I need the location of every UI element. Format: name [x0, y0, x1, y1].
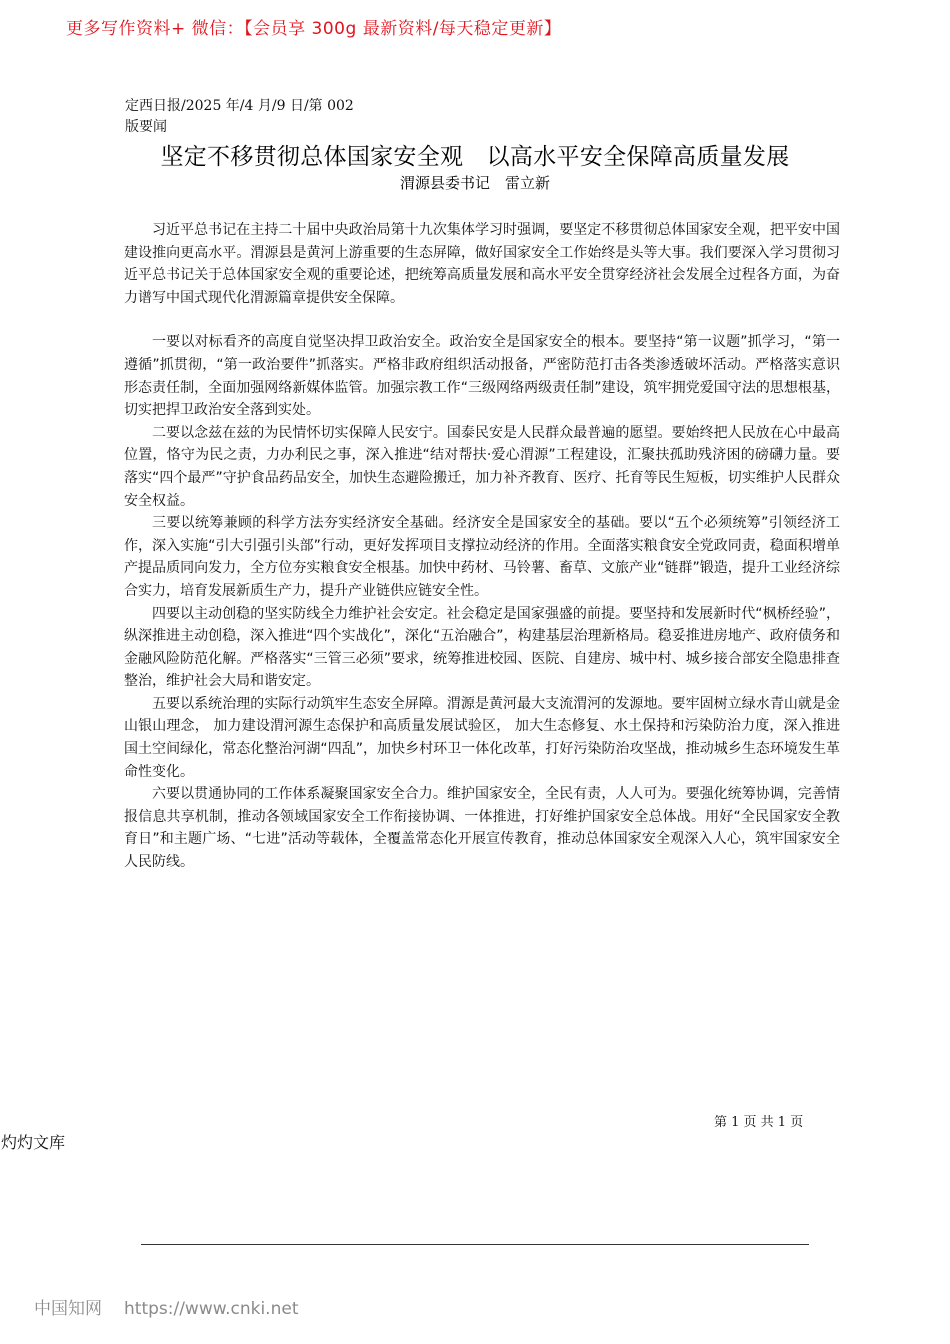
page-number: 第 1 页 共 1 页 [714, 1115, 804, 1130]
source-name: 中国知网 [34, 1299, 102, 1319]
footer-source [34, 1294, 298, 1319]
source-line: 定西日报/2025 年/4 月/9 日/第 002 [125, 98, 354, 114]
library-watermark: 灼灼文库 [1, 1133, 66, 1152]
section-label: 版要闻 [125, 119, 167, 135]
source-url[interactable]: https://www.cnki.net [124, 1299, 299, 1319]
paragraph: 二要以念兹在兹的为民情怀切实保障人民安宁。国泰民安是人民群众最普遍的愿望。要始终把人民放在心中最高位置，恪守为民之责，力办利民之事，深入推进“结对帮扶·爱心渭源”工程建设，汇聚扶孤助残济困的磅礴力量。要落实“四个最严”守护食品药品安全，加快生态避险搬迁，加力补齐教育、医疗、托育等民生短板，切实维护人民群众安全权益。 [124, 424, 840, 509]
article-title: 坚定不移贯彻总体国家安全观 以高水平安全保障高质量发展 [160, 144, 790, 170]
article-byline: 渭源县委书记 雷立新 [399, 174, 550, 192]
article-body [124, 219, 840, 874]
paragraph: 六要以贯通协同的工作体系凝聚国家安全合力。维护国家安全，全民有责，人人可为。要强化统筹协调，完善情报信息共享机制，推动各领域国家安全工作衔接协调、一体推进，打好维护国家安全总体战。用好“全民国家安全教育日”和主题广场、“七进”活动等载体，全覆盖常态化开展宣传教育，推动总体国家安全观深入人心，筑牢国家安全人民防线。 [124, 786, 840, 871]
promo-banner: 更多写作资料+ 微信：【会员享 300g 最新资料/每天稳定更新】 [66, 19, 562, 39]
paragraph: 四要以主动创稳的坚实防线全力维护社会安定。社会稳定是国家强盛的前提。要坚持和发展新时代“枫桥经验”，纵深推进主动创稳，深入推进“四个实战化”，深化“五治融合”，构建基层治理新格局。稳妥推进房地产、政府债务和金融风险防范化解。严格落实“三管三必须”要求，统筹推进校园、医院、自建房、城中村、城乡接合部安全隐患排查整治，维护社会大局和谐安定。 [124, 605, 840, 690]
publication-meta [125, 96, 354, 138]
paragraph: 一要以对标看齐的高度自觉坚决捍卫政治安全。政治安全是国家安全的根本。要坚持“第一议题”抓学习，“第一遵循”抓贯彻，“第一政治要件”抓落实。严格非政府组织活动报备，严密防范打击各类渗透破坏活动。严格落实意识形态责任制，全面加强网络新媒体监管。加强宗教工作“三级网络两级责任制”建设，筑牢拥党爱国守法的思想根基，切实把捍卫政治安全落到实处。 [124, 334, 840, 419]
footer-divider [141, 1244, 809, 1245]
paragraph-lead: 习近平总书记在主持二十届中央政治局第十九次集体学习时强调，要坚定不移贯彻总体国家安全观，把平安中国建设推向更高水平。渭源县是黄河上游重要的生态屏障，做好国家安全工作始终是头等大事。我们要深入学习贯彻习近平总书记关于总体国家安全观的重要论述，把统筹高质量发展和高水平安全贯穿经济社会发展全过程各方面，为奋力谱写中国式现代化渭源篇章提供安全保障。 [124, 222, 840, 306]
paragraph: 三要以统筹兼顾的科学方法夯实经济安全基础。经济安全是国家安全的基础。要以“五个必须统筹”引领经济工作，深入实施“引大引强引头部”行动，更好发挥项目支撑拉动经济的作用。全面落实粮食安全党政同责，稳面积增单产提品质同向发力，全方位夯实粮食安全根基。加快中药材、马铃薯、畜草、文旅产业“链群”锻造，提升工业经济综合实力，培育发展新质生产力，提升产业链供应链安全性。 [124, 515, 840, 599]
paragraph: 五要以系统治理的实际行动筑牢生态安全屏障。渭源是黄河最大支流渭河的发源地。要牢固树立绿水青山就是金山银山理念， 加力建设渭河源生态保护和高质量发展试验区， 加大生态修复、水土保持和污染防治力度，深入推进国土空间绿化，常态化整治河湖“四乱”，加快乡村环卫一体化改革，打好污染防治攻坚战，推动城乡生态环境发生革命性变化。 [124, 695, 840, 780]
